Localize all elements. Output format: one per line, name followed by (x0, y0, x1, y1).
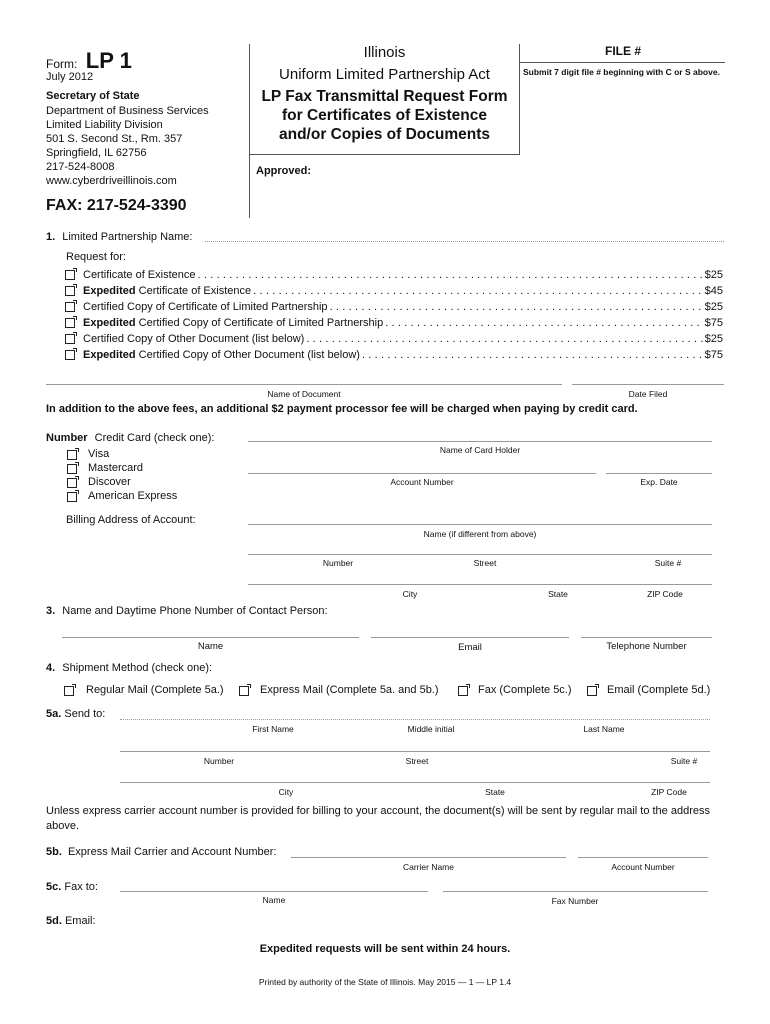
state-heading: Illinois (363, 44, 406, 61)
fee-notice: In addition to the above fees, an additional $2 payment processor fee will be charged when paying by credit card. (46, 403, 638, 415)
suite-caption: Suite # (670, 756, 698, 766)
fax-name-input[interactable] (120, 891, 428, 892)
item-price: $75 (704, 349, 723, 361)
checkbox-certificate-existence[interactable] (65, 270, 75, 280)
request-item (83, 285, 723, 297)
fax-number: FAX: 217-524-3390 (46, 197, 187, 214)
state-caption: State (485, 787, 505, 797)
checkbox-express-mail[interactable] (239, 686, 249, 696)
agency-name: Secretary of State (46, 90, 140, 102)
section-label: Send to: (64, 708, 106, 720)
contact-name-caption: Name (197, 641, 224, 652)
fax-name-caption: Name (262, 895, 286, 905)
date-filed-input[interactable] (572, 384, 724, 385)
header-divider (519, 44, 520, 154)
express-notice: Unless express carrier account number is provided for billing to your account, the document(s) will be sent by regular mail to the address above. (46, 805, 710, 832)
item-label: Certified Copy of Other Document (list below) (83, 333, 305, 345)
document-name-input[interactable] (46, 384, 562, 385)
billing-street-input[interactable] (248, 554, 712, 555)
checkbox-certified-copy-other[interactable] (65, 334, 75, 344)
card-option-label: Visa (88, 448, 110, 460)
form-date: July 2012 (46, 71, 94, 83)
email-label (46, 915, 96, 927)
item-price: $75 (704, 317, 723, 329)
item-price: $25 (704, 301, 723, 313)
fax-to-label (46, 881, 98, 893)
lp-name-label (46, 231, 192, 243)
website-link: www.cyberdriveillinois.com (46, 175, 177, 187)
request-item (83, 269, 723, 281)
billing-number-caption: Number (322, 558, 354, 568)
file-number-label: FILE # (604, 44, 641, 58)
section-label: Shipment Method (check one): (62, 662, 213, 674)
checkbox-expedited-certified-copy-other[interactable] (65, 350, 75, 360)
agency-address (46, 104, 209, 188)
credit-card-label (46, 432, 214, 444)
card-option-label: Mastercard (88, 462, 144, 474)
request-item (83, 301, 723, 313)
checkbox-visa[interactable] (67, 450, 77, 460)
section-number: 4. (46, 662, 56, 674)
approved-label: Approved: (256, 165, 311, 177)
checkbox-american-express[interactable] (67, 492, 77, 502)
contact-email-caption: Email (458, 642, 482, 653)
form-number: LP 1 (85, 48, 132, 73)
title-line: and/or Copies of Documents (279, 126, 490, 143)
checkbox-discover[interactable] (67, 478, 77, 488)
item-emphasis: Expedited (83, 317, 136, 329)
file-number-note: Submit 7 digit file # beginning with C or S above. (523, 67, 720, 77)
checkbox-regular-mail[interactable] (64, 686, 74, 696)
card-holder-input[interactable] (248, 441, 712, 442)
city-caption: City (278, 787, 294, 797)
file-number-field[interactable] (519, 62, 725, 63)
shipment-option-label: Regular Mail (Complete 5a.) (86, 684, 224, 696)
printed-by-footer: Printed by authority of the State of Illinois. May 2015 — 1 — LP 1.4 (258, 977, 512, 987)
document-name-caption: Name of Document (267, 389, 341, 399)
item-emphasis: Expedited (83, 285, 136, 297)
billing-address-label: Billing Address of Account: (66, 514, 196, 526)
contact-email-input[interactable] (371, 637, 569, 638)
request-item (83, 349, 723, 361)
item-price: $25 (704, 269, 723, 281)
item-emphasis: Expedited (83, 349, 136, 361)
billing-state-caption: State (548, 589, 568, 599)
contact-person-label (46, 605, 328, 617)
street-caption: Street (405, 756, 429, 766)
send-to-name-input[interactable] (120, 719, 710, 720)
checkbox-certified-copy-certificate[interactable] (65, 302, 75, 312)
item-label: Certificate of Existence (135, 285, 252, 297)
section-label: Credit Card (check one): (94, 432, 215, 444)
checkbox-fax[interactable] (458, 686, 468, 696)
address-line: Springfield, IL 62756 (46, 147, 147, 159)
address-line: 217-524-8008 (46, 161, 115, 173)
lp-name-input[interactable] (205, 241, 724, 242)
send-to-street-input[interactable] (120, 751, 710, 752)
carrier-name-input[interactable] (291, 857, 566, 858)
card-option-label: American Express (88, 490, 178, 502)
section-label: Email: (64, 915, 96, 927)
contact-phone-input[interactable] (581, 637, 712, 638)
billing-name-input[interactable] (248, 524, 712, 525)
section-number: Number (46, 432, 88, 444)
item-price: $45 (704, 285, 723, 297)
section-number: 3. (46, 605, 56, 617)
send-to-city-input[interactable] (120, 782, 710, 783)
shipment-option-label: Email (Complete 5d.) (607, 684, 711, 696)
item-label: Certified Copy of Certificate of Limited Partnership (135, 317, 384, 329)
date-filed-caption: Date Filed (628, 389, 668, 399)
request-item (83, 317, 723, 329)
section-number: 5d. (46, 915, 62, 927)
section-number: 1. (46, 231, 56, 243)
email-input[interactable] (102, 925, 708, 926)
request-for-label: Request for: (66, 251, 126, 263)
checkbox-email[interactable] (587, 686, 597, 696)
section-number: 5b. (46, 846, 62, 858)
section-label: Fax to: (64, 881, 98, 893)
express-carrier-label (46, 846, 276, 858)
checkbox-mastercard[interactable] (67, 464, 77, 474)
exp-date-caption: Exp. Date (640, 477, 678, 487)
section-label: Express Mail Carrier and Account Number: (67, 846, 277, 858)
checkbox-expedited-certificate-existence[interactable] (65, 286, 75, 296)
item-label: Certified Copy of Certificate of Limited Partnership (83, 301, 328, 313)
act-heading: Uniform Limited Partnership Act (279, 66, 490, 83)
send-to-label (46, 708, 105, 720)
first-name-caption: First Name (252, 724, 294, 734)
card-option-label: Discover (88, 476, 131, 488)
billing-city-input[interactable] (248, 584, 712, 585)
last-name-caption: Last Name (583, 724, 625, 734)
billing-name-caption: Name (if different from above) (423, 529, 537, 539)
title-line: for Certificates of Existence (281, 107, 487, 124)
section-label: Name and Daytime Phone Number of Contact Person: (62, 605, 328, 617)
billing-zip-caption: ZIP Code (647, 589, 683, 599)
account-number-input[interactable] (248, 473, 596, 474)
fax-number-input[interactable] (443, 891, 708, 892)
billing-suite-caption: Suite # (654, 558, 682, 568)
checkbox-expedited-certified-copy-certificate[interactable] (65, 318, 75, 328)
carrier-account-input[interactable] (578, 857, 708, 858)
billing-street-caption: Street (473, 558, 497, 568)
contact-phone-caption: Telephone Number (606, 641, 687, 652)
zip-caption: ZIP Code (651, 787, 687, 797)
shipment-method-label (46, 662, 212, 674)
carrier-account-caption: Account Number (611, 862, 675, 872)
title-line: LP Fax Transmittal Request Form (261, 88, 508, 105)
contact-name-input[interactable] (62, 637, 359, 638)
exp-date-input[interactable] (606, 473, 712, 474)
item-price: $25 (704, 333, 723, 345)
carrier-name-caption: Carrier Name (402, 862, 454, 872)
section-number: 5c. (46, 881, 62, 893)
request-item (83, 333, 723, 345)
section-label: Limited Partnership Name: (62, 231, 193, 243)
form-title (250, 87, 519, 144)
section-number: 5a. (46, 708, 62, 720)
address-line: 501 S. Second St., Rm. 357 (46, 133, 183, 145)
middle-initial-caption: Middle initial (407, 724, 455, 734)
address-line: Limited Liability Division (46, 119, 163, 131)
shipment-option-label: Express Mail (Complete 5a. and 5b.) (260, 684, 439, 696)
number-caption: Number (203, 756, 235, 766)
shipment-option-label: Fax (Complete 5c.) (478, 684, 572, 696)
address-line: Department of Business Services (46, 105, 209, 117)
header-divider (249, 154, 520, 155)
item-label: Certificate of Existence (83, 269, 196, 281)
item-label: Certified Copy of Other Document (list below) (135, 349, 360, 361)
billing-city-caption: City (402, 589, 418, 599)
fax-number-caption: Fax Number (551, 896, 599, 906)
expedited-note: Expedited requests will be sent within 24 hours. (259, 943, 511, 955)
account-number-caption: Account Number (390, 477, 454, 487)
form-label: Form: (46, 57, 78, 71)
card-holder-caption: Name of Card Holder (439, 445, 521, 455)
